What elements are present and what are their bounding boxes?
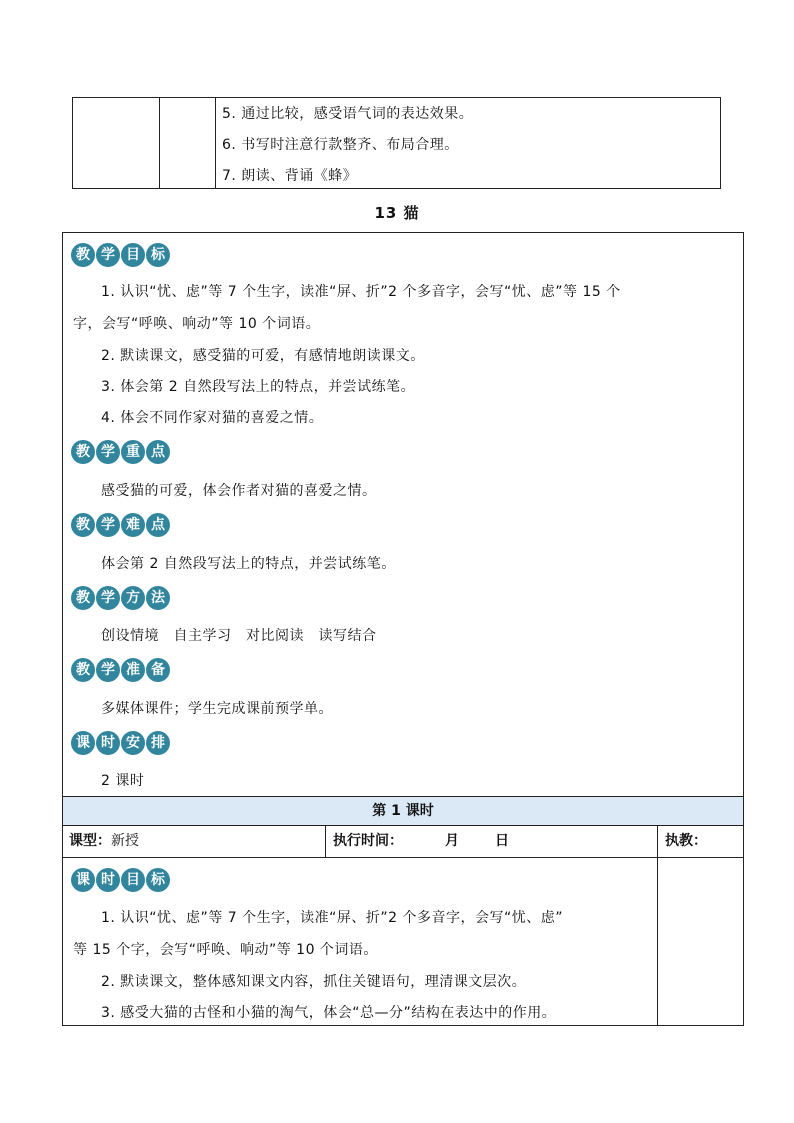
period-info-row — [63, 826, 743, 858]
month-label: 月 — [445, 833, 459, 849]
period-goal-line: 1. 认识“忧、虑”等 7 个生字，读准“屏、折”2 个多音字，会写“忧、虑” — [101, 910, 563, 926]
section-badge-teaching-goals: 教 学 目 标 — [71, 243, 170, 267]
period-goal-line: 3. 感受大猫的古怪和小猫的淘气，体会“总—分”结构在表达中的作用。 — [101, 1005, 557, 1021]
schedule-text: 2 课时 — [101, 773, 145, 789]
section-badge-key-points: 教 学 重 点 — [71, 440, 170, 464]
difficulties-text: 体会第 2 自然段写法上的特点，并尝试练笔。 — [101, 556, 396, 572]
section-badge-methods: 教 学 方 法 — [71, 586, 170, 610]
cell-divider — [657, 858, 658, 1025]
goal-line: 3. 体会第 2 自然段写法上的特点，并尝试练笔。 — [101, 379, 416, 395]
empty-cell — [73, 98, 160, 188]
day-label: 日 — [495, 833, 509, 849]
goal-line: 2. 默读课文，感受猫的可爱，有感情地朗读课文。 — [101, 348, 425, 364]
lesson-plan-box — [62, 232, 744, 1026]
cell-divider — [657, 826, 658, 857]
lesson-title: 13 猫 — [374, 204, 420, 222]
section-badge-difficulties: 教 学 难 点 — [71, 513, 170, 537]
section-badge-schedule: 课 时 安 排 — [71, 731, 170, 755]
execution-time — [333, 826, 403, 857]
objective-item: 7. 朗读、背诵《蜂》 — [222, 168, 358, 184]
period-goal-line: 2. 默读课文，整体感知课文内容，抓住关键语句，理清课文层次。 — [101, 974, 527, 990]
key-points-text: 感受猫的可爱，体会作者对猫的喜爱之情。 — [101, 483, 377, 499]
teacher-label: 执教： — [665, 833, 707, 849]
empty-cell — [160, 98, 216, 188]
lesson-type-value: 新授 — [111, 833, 139, 849]
section-badge-preparation: 教 学 准 备 — [71, 658, 170, 682]
execution-time-label: 执行时间： — [333, 833, 403, 849]
objectives-cell — [216, 98, 720, 188]
cell-divider — [325, 826, 326, 857]
goal-line: 1. 认识“忧、虑”等 7 个生字，读准“屏、折”2 个多音字，会写“忧、虑”等 15 个 — [101, 284, 621, 300]
previous-lesson-table — [72, 97, 721, 189]
period-goal-line: 等 15 个字，会写“呼唤、响动”等 10 个词语。 — [73, 942, 378, 958]
methods-text: 创设情境 自主学习 对比阅读 读写结合 — [101, 628, 377, 644]
goal-line: 字，会写“呼唤、响动”等 10 个词语。 — [73, 316, 321, 332]
period-header: 第 1 课时 — [63, 796, 743, 826]
objective-item: 5. 通过比较，感受语气词的表达效果。 — [222, 106, 474, 122]
objective-item: 6. 书写时注意行款整齐、布局合理。 — [222, 137, 459, 153]
preparation-text: 多媒体课件；学生完成课前预学单。 — [101, 701, 333, 717]
lesson-type — [69, 826, 139, 857]
lesson-type-label: 课型： — [69, 833, 111, 849]
goal-line: 4. 体会不同作家对猫的喜爱之情。 — [101, 410, 324, 426]
section-badge-period-goals: 课 时 目 标 — [71, 868, 170, 892]
